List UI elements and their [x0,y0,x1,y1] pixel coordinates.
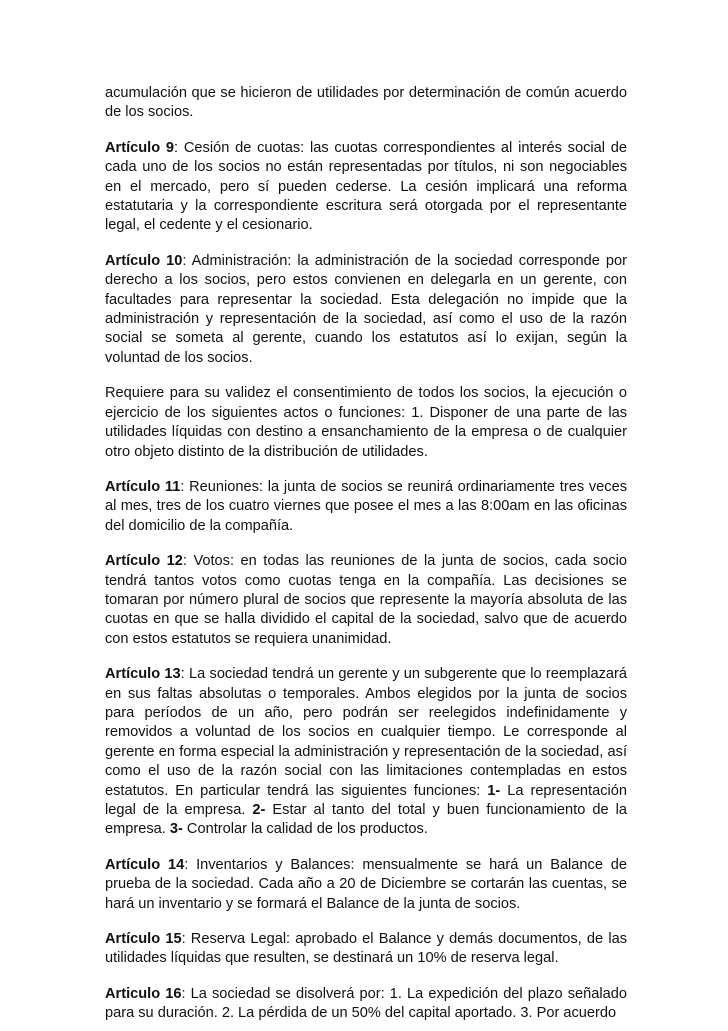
article-14-heading: Artículo 14 [105,856,185,873]
article-15-heading: Artículo 15 [105,931,182,948]
article-14-text: : Inventarios y Balances: mensualmente se hará un Balance de prueba de la sociedad. Cada año a 20 de Diciembre se cortarán las cuentas, se hará un inventario y se formará el Balance de la junta de socios. [105,856,628,912]
article-9 [105,139,627,236]
article-13-item-2-number: 2- [252,802,266,818]
article-9-text: : Cesión de cuotas: las cuotas correspondientes al interés social de cada uno de los socios no están representadas por títulos, ni son negociables en el mercado, pero sí pueden cederse. La cesión implicará una reforma estatutaria y la correspondiente escritura será otorgada por el representante legal, el cedente y el cesionario. [105,139,628,234]
article-13-item-3-number: 3- [169,821,183,838]
article-16-text: : La sociedad se disolverá por: 1. La expedición del plazo señalado para su duración. 2. La pérdida de un 50% del capital aportado. 3. Por acuerdo [105,985,627,1022]
article-15 [105,930,627,969]
article-9-heading: Artículo 9 [105,139,175,156]
article-10 [105,252,627,368]
article-11 [105,478,627,536]
article-13-text-c: Estar al tanto del total y buen funcionamiento de la empresa. [105,802,627,838]
article-13-item-1-number: 1- [487,782,501,799]
article-12 [105,552,627,649]
continuation-paragraph: acumulación que se hicieron de utilidades por determinación de común acuerdo de los socios. [105,85,627,121]
article-12-heading: Artículo 12 [105,553,183,570]
article-11-text: : Reuniones: la junta de socios se reunirá ordinariamente tres veces al mes, tres de los cuatro viernes que posee el mes a las 8:00am en las oficinas del domicilio de la compañía. [105,478,627,534]
article-16-heading: Articulo 16 [105,985,182,1002]
article-10-heading: Artículo 10 [105,252,183,269]
requirements-paragraph: Requiere para su validez el consentimiento de todos los socios, la ejecución o ejercicio de los siguientes actos o funciones: 1. Disponer de una parte de las utilidades líquidas con destino a ensanchamiento de la empresa o de cualquier otro objeto distinto de la distribución de utilidades. [105,385,627,460]
article-15-text: : Reserva Legal: aprobado el Balance y demás documentos, de las utilidades líquidas que resulten, se destinará un 10% de reserva legal. [105,931,627,967]
document-page [105,84,627,1024]
article-12-text: : Votos: en todas las reuniones de la junta de socios, cada socio tendrá tantos votos como cuotas tenga en la compañía. Las decisiones se tomaran por número plural de socios que represente la mayoría absoluta de las cuotas en que se halla dividido el capital de la sociedad, salvo que de acuerdo con estos estatutos se requiera unanimidad. [105,553,627,647]
article-13-text-a: : La sociedad tendrá un gerente y un subgerente que lo reemplazará en sus faltas absolutas o temporales. Ambos elegidos por la junta de socios para períodos de un año, pero podrán ser reelegidos indefinidamente y removidos a voluntad de los socios en cualquier tiempo. Le corresponde al gerente en forma especial la administración y representación de la sociedad, así como el uso de la razón social con las limitaciones contempladas en estos estatutos. En particular tendrá las siguientes funciones: [105,666,627,799]
article-13 [105,665,627,840]
article-16 [105,985,627,1024]
article-13-heading: Artículo 13 [105,666,181,683]
article-11-heading: Artículo 11 [105,478,181,495]
article-10-text: : Administración: la administración de la sociedad corresponde por derecho a los socios, pero estos convienen en delegarla en un gerente, con facultades para representar la sociedad. Esta delegación no impide que la administración y representación de la sociedad, así como el uso de la razón social se someta al gerente, cuando los estatutos así lo exijan, según la voluntad de los socios. [105,252,627,366]
article-14 [105,856,627,914]
article-13-text-d: Controlar la calidad de los productos. [182,821,428,838]
article-13-text-b: La representación legal de la empresa. [105,782,627,818]
